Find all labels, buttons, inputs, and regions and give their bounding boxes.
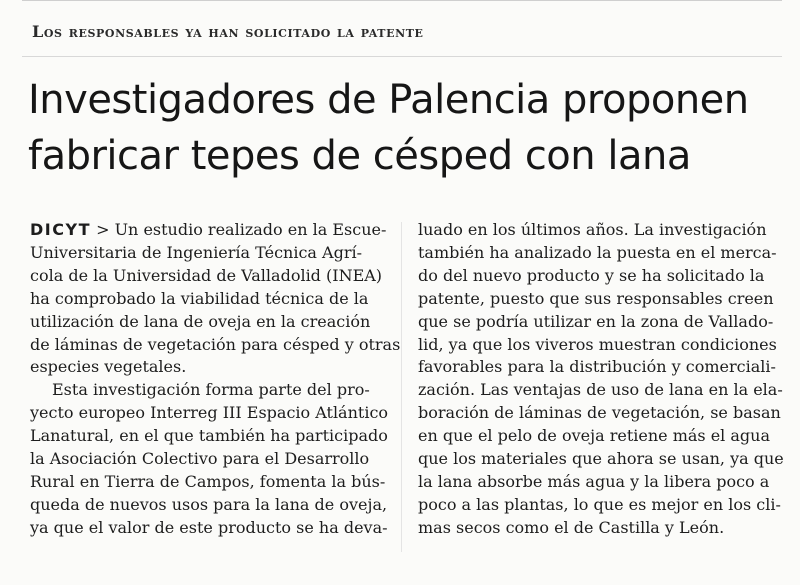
article-column-right [418, 219, 783, 540]
body-line: utilización de lana de oveja en la creación [30, 311, 371, 331]
body-line: mas secos como el de Castilla y León. [418, 517, 725, 537]
column-divider [401, 222, 402, 552]
body-line: también ha analizado la puesta en el merca- [418, 242, 777, 262]
headline-line: fabricar tepes de césped con lana [28, 133, 691, 179]
kicker-rule [22, 56, 782, 57]
body-line: do del nuevo producto y se ha solicitado la [418, 265, 765, 285]
body-line: lid, ya que los viveros muestran condiciones [418, 334, 777, 354]
body-line: especies vegetales. [30, 357, 187, 377]
body-line: yecto europeo Interreg III Espacio Atlántico [30, 403, 389, 423]
top-rule [22, 0, 782, 1]
body-line: ya que el valor de este producto se ha deva- [30, 517, 388, 537]
headline [28, 72, 768, 184]
body-line: de láminas de vegetación para césped y otras [30, 334, 401, 354]
body-line: que se podría utilizar en la zona de Vallado- [418, 311, 774, 331]
body-line: la lana absorbe más agua y la libera poco a [418, 471, 770, 491]
body-line: en que el pelo de oveja retiene más el agua [418, 426, 770, 446]
body-line: cola de la Universidad de Valladolid (INEA) [30, 265, 383, 285]
body-text: Un estudio realizado en la Escue- [114, 220, 387, 239]
body-line: boración de láminas de vegetación, se basan [418, 403, 781, 423]
body-line: luado en los últimos años. La investigación [418, 220, 767, 239]
body-line: zación. Las ventajas de uso de lana en la ela- [418, 380, 783, 400]
kicker: Los responsables ya han solicitado la patente [32, 22, 424, 41]
body-line: favorables para la distribución y comerciali- [418, 357, 776, 377]
body-line: Universitaria de Ingeniería Técnica Agrí- [30, 242, 362, 262]
body-line: la Asociación Colectivo para el Desarrollo [30, 449, 370, 469]
body-line: Rural en Tierra de Campos, fomenta la bús- [30, 471, 386, 491]
body-line: ha comprobado la viabilidad técnica de la [30, 288, 369, 308]
body-line: Lanatural, en el que también ha participado [30, 426, 388, 446]
body-line: patente, puesto que sus responsables creen [418, 288, 774, 308]
byline-separator: > [90, 220, 115, 239]
body-line: queda de nuevos usos para la lana de oveja, [30, 494, 388, 514]
headline-line: Investigadores de Palencia proponen [28, 77, 749, 123]
byline: DICYT [30, 220, 91, 239]
body-line: Esta investigación forma parte del pro- [52, 380, 370, 400]
article-column-left [30, 219, 401, 540]
body-line: poco a las plantas, lo que es mejor en los cli- [418, 494, 781, 514]
body-line: que los materiales que ahora se usan, ya que [418, 449, 784, 469]
body-line [30, 219, 395, 242]
